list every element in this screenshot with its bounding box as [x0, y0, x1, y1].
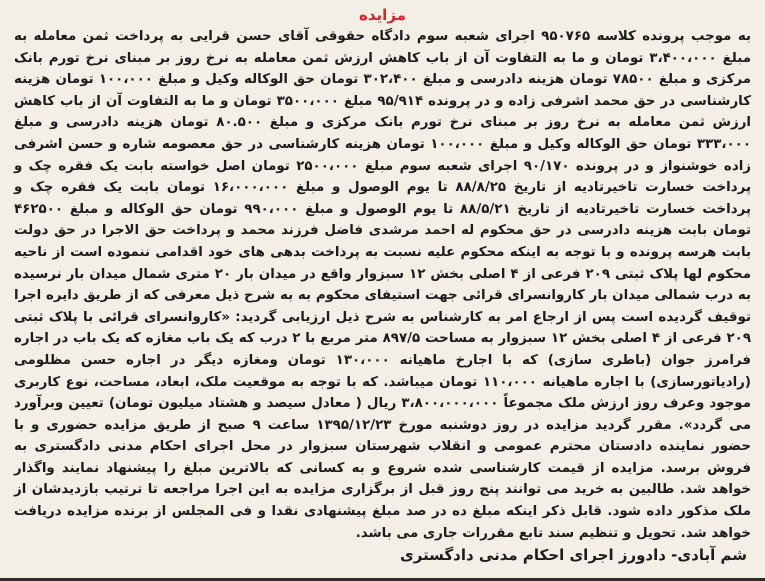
- notice-title: مزایده: [359, 6, 406, 24]
- notice-body: به موجب پرونده کلاسه ۹۵۰۷۶۵ اجرای شعبه سوم دادگاه حقوقی آقای حسن قرایی به پرداخت ثمن معامله به مبلغ ۳،۴۰۰،۰۰۰ تومان و ما به التفاوت آن از باب کاهش ارزش ثمن معامله به نرخ روز بر مبنای نرخ تورم بانک مرکزی و مبلغ ۷۸۵۰۰ تومان هزینه دادرسی و مبلغ ۳۰۲،۴۰۰ تومان حق الوکاله وکیل و مبلغ ۱۰۰،۰۰۰ تومان هزینه کارشناسی در حق محمد اشرفی زاده و در پرونده ۹۵/۹۱۴ مبلغ ۳۵۰۰،۰۰۰ تومان و ما به التفاوت آن از باب کاهش ارزش ثمن معامله به نرخ روز بر مبنای نرخ تورم بانک مرکزی و مبلغ ۸۰.۵۰۰ تومان هزینه دادرسی و مبلغ ۳۳۳،۰۰۰ تومان حق الوکاله وکیل و مبلغ ۱۰۰،۰۰۰ تومان هزینه کارشناسی در حق معصومه شاره و حسن اشرفی زاده خوشنواز و در پرونده ۹۰/۱۷۰ اجرای شعبه سوم مبلغ ۲۵۰۰،۰۰۰ تومان اصل خواسته بابت یک فقره چک و پرداخت خسارت تاخیرتادیه از تاریخ ۸۸/۸/۲۵ تا یوم الوصول و مبلغ ۱۶،۰۰۰،۰۰۰ تومان بابت یک فقره چک و پرداخت خسارت تاخیرتادیه از تاریخ ۸۸/۵/۲۱ تا یوم الوصول و مبلغ ۹۹۰،۰۰۰ تومان حق الوکاله و مبلغ ۴۶۲۵۰۰ تومان بابت هزینه دادرسی در حق محکوم له احمد مرشدی فاضل فرزند محمد و پرداخت حق الاجرا در حق دولت بابت هرسه پرونده و با توجه به اینکه محکوم علیه نسبت به پرداخت بدهی های خود اقدامی ننموده است از ناحیه محکوم لها پلاک ثبتی ۲۰۹ فرعی از ۴ اصلی بخش ۱۲ سبزوار واقع در میدان بار ۲۰ متری شمال میدان بار نرسیده به درب شمالی میدان بار کاروانسرای قرائی جهت استیفای محکوم به به شرح ذیل معرفی که از طریق دایره اجرا توقیف گردیده است پس از ارجاع امر به کارشناس به شرح ذیل ارزیابی گردید: «کاروانسرای قرائی با پلاک ثبتی ۲۰۹ فرعی از ۴ اصلی بخش ۱۲ سبزوار به مساحت ۸۹۷/۵ متر مربع با ۲ درب که یک باب مغازه که یک باب در اجاره فرامرز جوان (باطری سازی) که با اجارخ ماهیانه ۱۳۰،۰۰۰ تومان ومغازه دیگر در اجاره حسن مظلومی (رادیاتورسازی) با اجاره ماهیانه ۱۱۰،۰۰۰ تومان میباشد. که با توجه به موقعیت ملک، ابعاد، مساحت، نوع کاربری موجود وعرف روز ارزش ملک مجموعاً ۳،۸۰۰،۰۰۰،۰۰۰ ریال ( معادل سیصد و هشتاد میلیون تومان) تعیین وبرآورد می گردد». مقرر گردید مزایده در روز دوشنبه مورخ ۱۳۹۵/۱۲/۲۳ ساعت ۹ صبح از طریق مزایده حضوری و با حضور نماینده دادستان محترم عمومی و انقلاب شهرستان سبزوار در محل اجرای احکام مدنی دادگستری به فروش برسد. مزایده از قیمت کارشناسی شده شروع و به کسانی که بالاترین مبلغ را پیشنهاد نمایند واگذار خواهد شد. طالبین به خرید می توانند پنج روز قبل از برگزاری مزایده به این اجرا مراجعه تا ترتیب بازدیدشان از ملک مذکور داده شود. قابل ذکر اینکه مبلغ ده در صد مبلغ پیشنهادی نقدا و فی المجلس از برنده مزایده دریافت خواهد شد. تحویل و تنظیم سند تابع مقررات جاری می باشد.: [14, 29, 752, 541]
- notice-signature: شم آبادی- دادورز اجرای احکام مدنی دادگستری: [399, 546, 747, 564]
